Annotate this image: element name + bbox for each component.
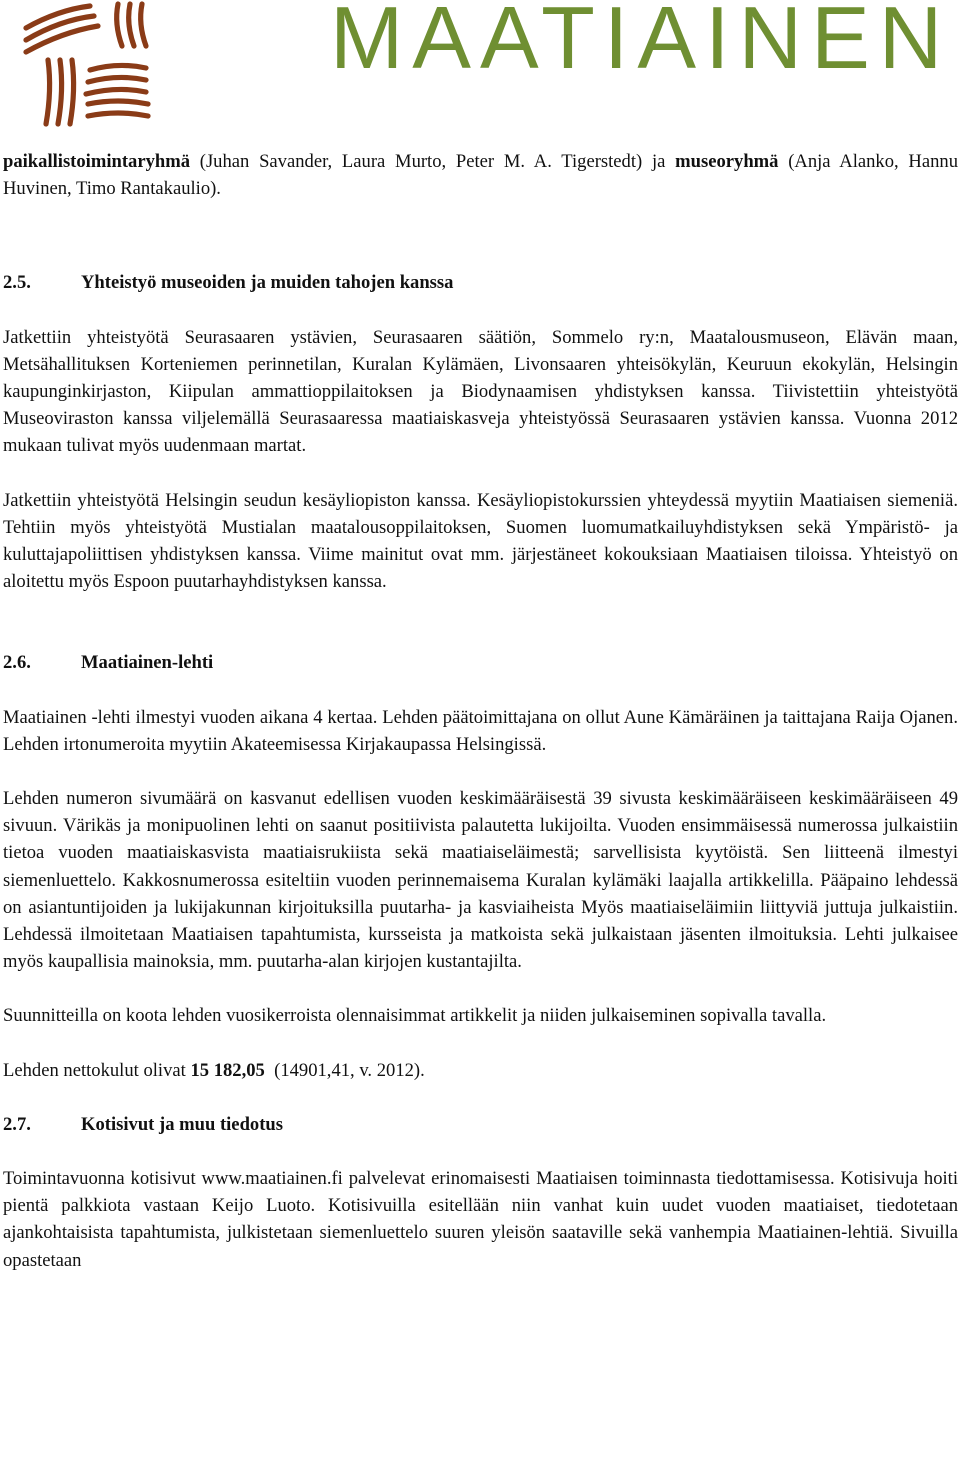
paragraph: Suunnitteilla on koota lehden vuosikerroista olennaisimmat artikkelit ja niiden julkaiseminen sopivalla tavalla. bbox=[3, 1005, 827, 1027]
net-costs-amount: 15 182,05 bbox=[190, 1059, 265, 1081]
section-title: Maatiainen-lehti bbox=[81, 652, 214, 674]
paragraph: Jatkettiin yhteistyötä Helsingin seudun kesäyliopiston kanssa. Kesäyliopistokurssien yhteydessä myytiin Maatiaisen siemeniä. Tehtiin myös yhteistyötä Mustialan maatalousoppilaitoksen, Suomen luomumatkailuyhdistyksen sekä Ympäristö- ja kuluttajapoliittisen yhdistyksen kanssa. Viime mainitut ovat mm. järjestäneet kokouksiaan Maatiaisen tiloissa. Yhteistyö on aloitettu myös Espoon puutarhayhdistyksen kanssa. bbox=[3, 489, 958, 593]
section-title: Kotisivut ja muu tiedotus bbox=[81, 1113, 283, 1135]
paragraph: Toimintavuonna kotisivut www.maatiainen.fi palvelevat erinomaisesti Maatiaisen toiminnasta tiedottamisessa. Kotisivuja hoiti pientä palkkiota vastaan Keijo Luoto. Kotisivuilla esitellään niin vanhat kuin uudet vuoden maatiaiset, tiedotetaan ajankohtaisista tapahtumista, julkistetaan siemenluettelo suuren yleisön saataville sekä vanhempia Maatiainen-lehtiä. Sivuilla opastetaan bbox=[3, 1168, 958, 1271]
page-header bbox=[0, 0, 960, 132]
section-title: Yhteistyö museoiden ja muiden tahojen kanssa bbox=[81, 272, 454, 294]
section-number: 2.5. bbox=[3, 272, 31, 294]
intro-text-1: (Juhan Savander, Laura Murto, Peter M. A. Tigerstedt) ja bbox=[190, 151, 676, 172]
paragraph: Jatkettiin yhteistyötä Seurasaaren ystävien, Seurasaaren säätiön, Sommelo ry:n, Maatalousmuseon, Elävän maan, Metsähallituksen Korteniemen perinnetilan, Kuralan Kylämäen, Livonsaaren yhteisökylän, Keuruun ekokylän, Helsingin kaupunginkirjaston, Kiipulan ammattioppilaitoksen ja Biodynaamisen yhdistyksen kanssa. Tiivistettiin yhteistyötä Museoviraston kanssa viljelemällä Seurasaaressa maatiaiskasveja yhteistyössä Seurasaaren ystävien kanssa. Vuonna 2012 mukaan tulivat myös uudenmaan martat. bbox=[3, 326, 958, 457]
section-number: 2.7. bbox=[3, 1113, 31, 1135]
net-costs-suffix: (14901,41, v. 2012). bbox=[264, 1059, 425, 1081]
logo-wordmark: MAATIAINEN bbox=[330, 0, 952, 87]
paragraph: Lehden numeron sivumäärä on kasvanut edellisen vuoden keskimääräisestä 39 sivusta keskimääräiseen keskimääräiseen 49 sivuun. Värikäs ja monipuolinen lehti on saanut positiivista palautetta lukijoilta. Vuoden ensimmäisessä numerossa julkaistiin tietoa vuoden maatiaiskasvista maatiaisrukiista sekä maatiaiseläimestä; sarvellisista kyytöistä. Sen liitteenä ilmestyi siemenluettelo. Kakkosnumerossa esiteltiin vuoden perinnemaisema Kuralan kylämäki laajalla artikkelilla. Pääpaino lehdessä on asiantuntijoiden ja lukijakunnan kirjoituksilla puutarha- ja kasviaiheista Myös maatiaiseläimiin liittyviä juttuja julkaistiin. Lehdessä ilmoitetaan Maatiaisen tapahtumista, kursseista ja matkoista sekä julkaistaan jäsenten ilmoituksia. Lehti julkaisee myös kaupallisia mainoksia, mm. puutarha-alan kirjojen kustantajilta. bbox=[3, 788, 958, 973]
section-heading-2-5 bbox=[3, 269, 958, 296]
section-heading-2-6 bbox=[3, 649, 958, 676]
intro-paragraph bbox=[3, 148, 958, 202]
net-costs-prefix: Lehden nettokulut olivat bbox=[3, 1059, 191, 1081]
intro-text-2: (Anja Alanko, Hannu Huvinen, Timo Rantakaulio). bbox=[3, 151, 958, 200]
section-heading-2-7 bbox=[3, 1111, 958, 1138]
net-costs-paragraph bbox=[3, 1057, 958, 1084]
document-body bbox=[3, 148, 958, 1274]
woven-field-logo-icon bbox=[18, 0, 153, 132]
section-number: 2.6. bbox=[3, 652, 31, 674]
intro-bold-2: museoryhmä bbox=[675, 151, 779, 172]
intro-bold-1: paikallistoimintaryhmä bbox=[3, 151, 190, 172]
paragraph: Maatiainen -lehti ilmestyi vuoden aikana 4 kertaa. Lehden päätoimittajana on ollut Aune Kämäräinen ja taittajana Raija Ojanen. Lehden irtonumeroita myytiin Akateemisessa Kirjakaupassa Helsingissä. bbox=[3, 706, 958, 755]
